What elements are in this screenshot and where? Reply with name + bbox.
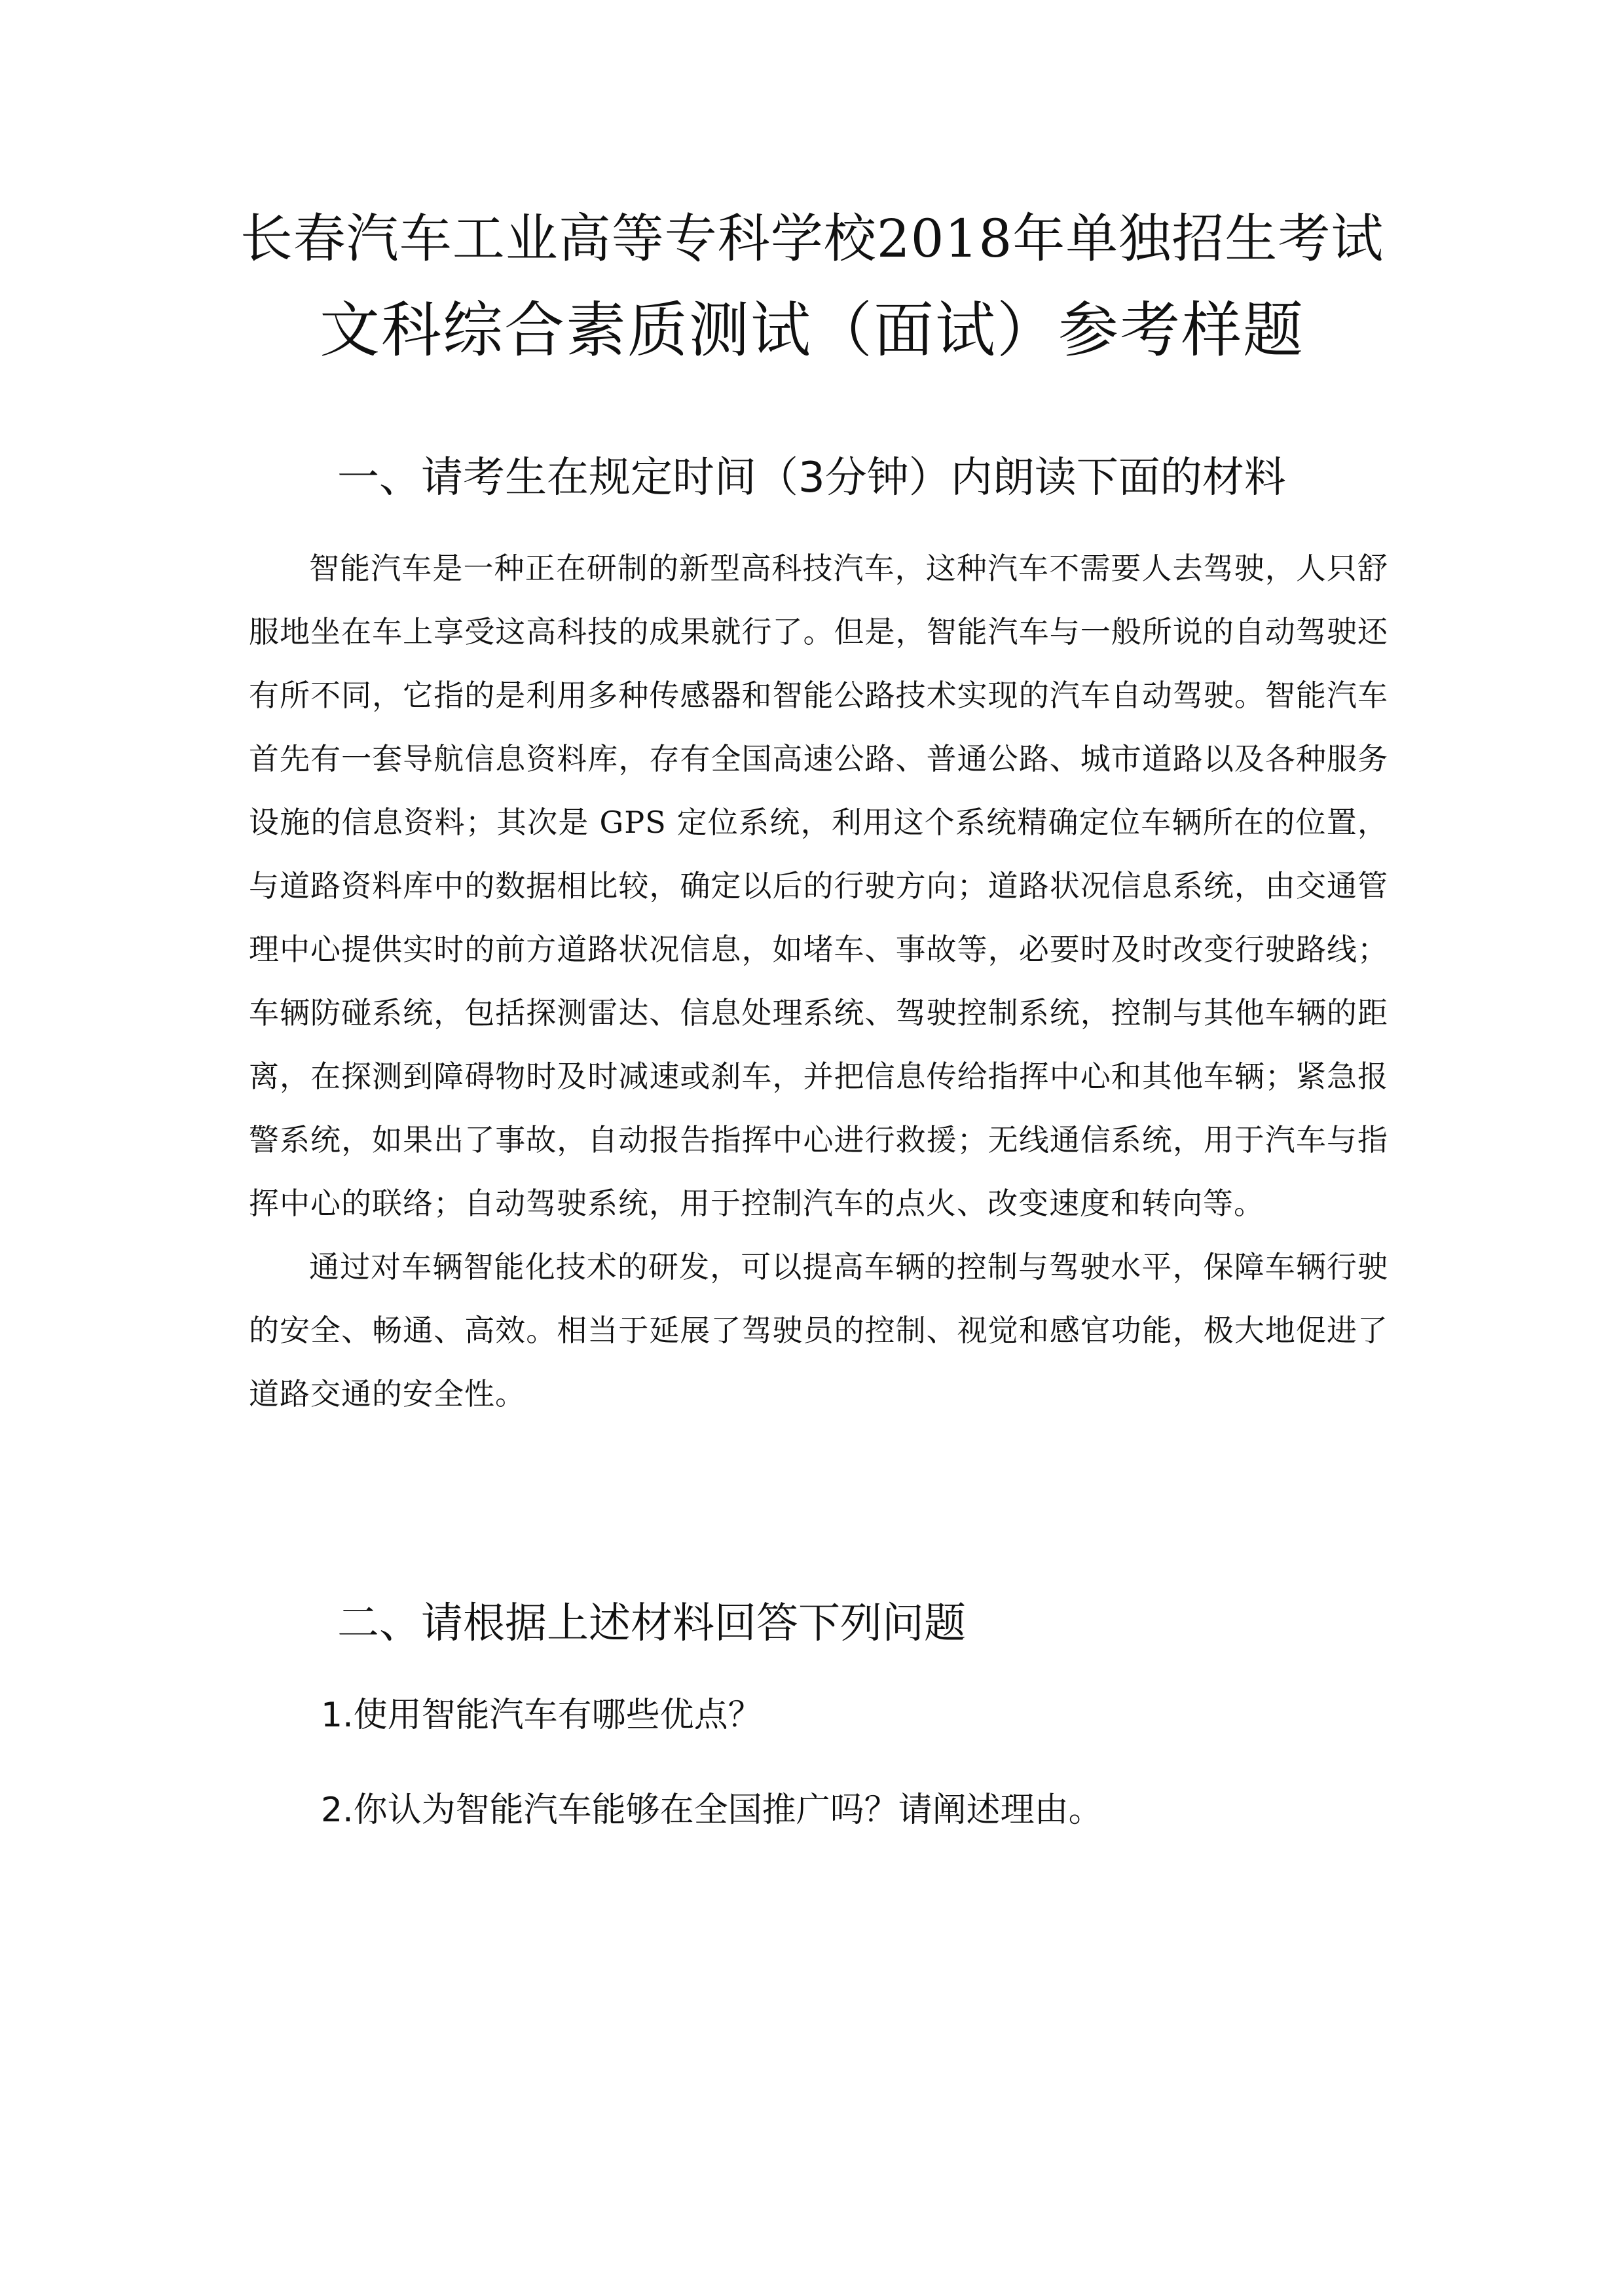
section2-heading: 二、请根据上述材料回答下列问题 (337, 1599, 966, 1648)
question-1: 1.使用智能汽车有哪些优点？ (321, 1696, 762, 1735)
question-2: 2.你认为智能汽车能够在全国推广吗？请阐述理由。 (321, 1791, 1103, 1830)
passage-paragraph-1: 智能汽车是一种正在研制的新型高科技汽车，这种汽车不需要人去驾驶，人只舒服地坐在车上享受这高科技的成果就行了。但是，智能汽车与一般所说的自动驾驶还有所不同，它指的是利用多种传感器和智能公路技术实现的汽车自动驾驶。智能汽车首先有一套导航信息资料库，存有全国高速公路、普通公路、城市道路以及各种服务设施的信息资料；其次是 GPS 定位系统，利用这个系统精确定位车辆所在的位置，与道路资料库中的数据相比较，确定以后的行驶方向；道路状况信息系统，由交通管理中心提供实时的前方道路状况信息，如堵车、事故等，必要时及时改变行驶路线；车辆防碰系统，包括探测雷达、信息处理系统、驾驶控制系统，控制与其他车辆的距离，在探测到障碍物时及时减速或刹车，并把信息传给指挥中心和其他车辆；紧急报警系统，如果出了事故，自动报告指挥中心进行救援；无线通信系统，用于汽车与指挥中心的联络；自动驾驶系统，用于控制汽车的点火、改变速度和转向等。 (249, 551, 1388, 1221)
document-title-line1: 长春汽车工业高等专科学校2018年单独招生考试 (240, 208, 1384, 269)
section1-heading: 一、请考生在规定时间（3分钟）内朗读下面的材料 (337, 454, 1286, 502)
passage-paragraph-2: 通过对车辆智能化技术的研发，可以提高车辆的控制与驾驶水平，保障车辆行驶的安全、畅通、高效。相当于延展了驾驶员的控制、视觉和感官功能，极大地促进了道路交通的安全性。 (249, 1249, 1388, 1412)
reading-passage (249, 537, 1388, 1426)
document-title-line2: 文科综合素质测试（面试）参考样题 (319, 295, 1304, 365)
